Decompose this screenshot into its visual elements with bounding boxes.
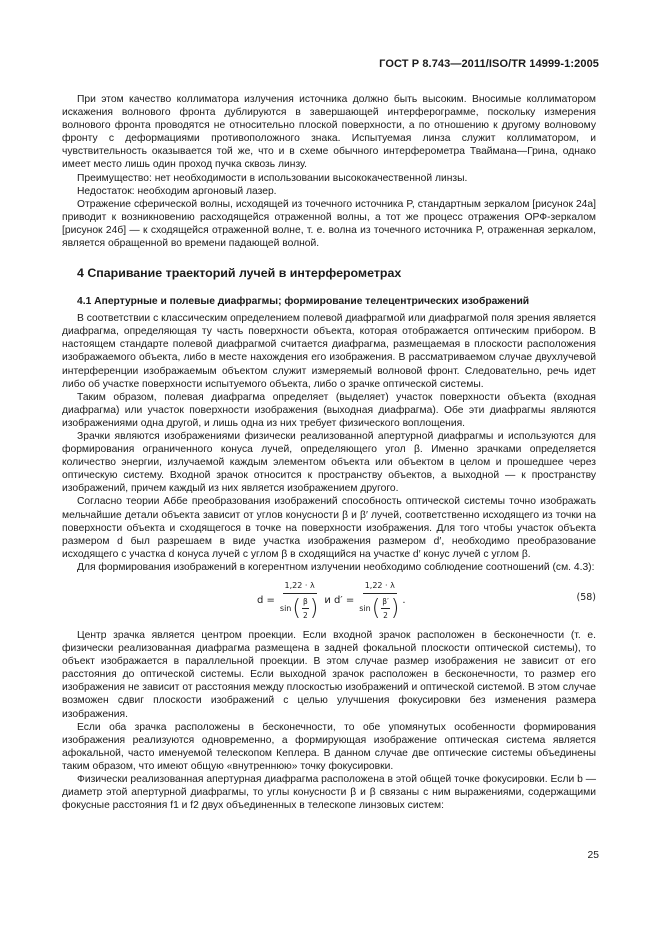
document-header: ГОСТ Р 8.743—2011/ISO/TR 14999-1:2005 xyxy=(379,58,599,70)
document-body xyxy=(62,93,596,812)
paragraph: В соответствии с классическим определением полевой диафрагмой или диафрагмой поля зрения является диафрагма, определяющая ту часть поверхности объекта, которая отображается оптическим прибором. В настоящем стандарте полевой диафрагмой считается диафрагма, размещаемая в плоскости расположения изображаемого объекта, либо в месте нахождения его изображения. В рассматриваемом случае двухлучевой интерференции изображаемым объектом служит измеряемый волновой фронт. Следовательно, речь идет либо об участке поверхности испытуемого объекта, либо о зрачке оптической системы. xyxy=(62,313,596,390)
inner-fraction-1 xyxy=(302,595,309,622)
paragraph: Согласно теории Аббе преобразования изображений способность оптической системы точно изображать мельчайшие детали объекта зависит от углов конусности β и β′ лучей, соответственно исходящего из точки на поверхности объекта и сходящегося в точке на поверхности изображения. Для того чтобы участок объекта размером d был разрешаем в виде участка изображения размером d′, необходимо преобразование исходящего с участка d конуса лучей с углом β в сходящийся на участке d′ конус лучей с углом β. xyxy=(62,496,596,560)
formula-expression xyxy=(254,579,406,622)
paragraph: Недостаток: необходим аргоновый лазер. xyxy=(77,185,277,197)
paragraph: Зрачки являются изображениями физически реализованной апертурной диафрагмы и используются для формирования ограниченного конуса лучей, определяющего угол β. Именно зрачками определяется количество энергии, излучаемой каждым элементом объекта или объектом в целом и прошедшее через оптическую систему. Входной зрачок относится к пространству объектов, а выходной — к пространству изображений, причем каждый из них является изображением другого. xyxy=(62,430,596,495)
fraction-2-denominator xyxy=(359,594,400,622)
page-number: 25 xyxy=(587,850,599,861)
section-title: 4 Спаривание траекторий лучей в интерферометрах xyxy=(77,266,402,281)
paragraph: Преимущество: нет необходимости в использовании высококачественной линзы. xyxy=(77,172,468,184)
sin-label: sin xyxy=(359,604,371,614)
paragraph: Если оба зрачка расположены в бесконечности, то обе упомянутых особенности формирования изображения реализуются одновременно, а формирующая изображение оптическая система является афокальной, часто именуемой телескопом Кеплера. В данном случае две оптические системы объединены таким образом, что имеют общую «внутреннюю» точку фокусировки. xyxy=(62,721,596,772)
formula-lhs: d = xyxy=(257,595,275,607)
formula-number: (58) xyxy=(576,592,596,603)
fraction-1-denominator xyxy=(280,594,319,622)
fraction-2 xyxy=(359,579,400,622)
paren-open: ( xyxy=(292,595,301,621)
formula-58 xyxy=(62,577,596,621)
formula-trailing: . xyxy=(402,595,406,607)
paragraph: Центр зрачка является центром проекции. Если входной зрачок расположен в бесконечности (т. е. физически реализованная диафрагма размещена в задней фокальной плоскости оптической системы), то объект изображается в параллельной проекции. В этом случае размер изображения не зависит от его расстояния до оптической системы. Если выходной зрачок расположен в бесконечности, то размер его изображения не зависит от расстояния между плоскостью изображений и оптической системой. В этом случае возможен сдвиг плоскости изображений с целью улучшения фокусировки без изменения размера изображения. xyxy=(62,630,596,720)
formula-connector: и d′ = xyxy=(324,595,355,607)
paragraph: Таким образом, полевая диафрагма определяет (выделяет) участок поверхности объекта (входная диафрагма) или участок поверхности изображения (выходная диафрагма). Обе эти диафрагмы являются изображениями одна другой, и лишь одна из них требует физического воплощения. xyxy=(62,391,596,429)
paragraph: Физически реализованная апертурная диафрагма расположена в этой общей точке фокусировки. Если b — диаметр этой апертурной диафрагмы, то углы конусности β и β связаны с ним выражениями, содержащими фокусные расстояния f1 и f2 двух объединенных в телескопе линзовых систем: xyxy=(62,774,596,812)
fraction-1 xyxy=(280,579,319,622)
inner-denominator: 2 xyxy=(383,611,388,621)
inner-numerator: β xyxy=(302,595,309,609)
paragraph: Для формирования изображений в когерентном излучении необходимо соблюдение соотношений (см. 4.3): xyxy=(77,561,595,573)
sin-label: sin xyxy=(279,604,292,614)
paren-close: ) xyxy=(390,595,400,621)
paren-close: ) xyxy=(309,595,319,621)
inner-numerator: β′ xyxy=(381,595,390,609)
fraction-2-numerator: 1,22 · λ xyxy=(363,579,397,594)
paren-open: ( xyxy=(371,595,381,621)
paragraph: При этом качество коллиматора излучения источника должно быть высоким. Вносимые коллиматором искажения волнового фронта дублируются в завершающей интерферограмме, поскольку измерения волнового фронта проводятся не относительно плоской поверхности, а по отношению к другому волновому фронту с деформациями противоположного знака. Испытуемая линза служит коллиматором, и чувствительность оказывается той же, что и в схеме обычного интерферометра Тваймана—Грина, однако имеет место лишь один проход пучка сквозь линзу. xyxy=(62,94,596,171)
fraction-1-numerator: 1,22 · λ xyxy=(283,579,317,594)
inner-denominator: 2 xyxy=(302,611,308,621)
paragraph: Отражение сферической волны, исходящей из точечного источника P, стандартным зеркалом [рисунок 24а] приводит к возникновению расходящейся отраженной волны, а тот же процесс отражения ОРФ-зеркалом [рисунок 24б] — к сходящейся отраженной волне, т. е. волна из точечного источника P, отраженная зеркалом, является обращенной во времени падающей волной. xyxy=(62,198,596,250)
subsection-title: 4.1 Апертурные и полевые диафрагмы; формирование телецентрических изображений xyxy=(77,296,530,308)
inner-fraction-2 xyxy=(381,595,390,622)
